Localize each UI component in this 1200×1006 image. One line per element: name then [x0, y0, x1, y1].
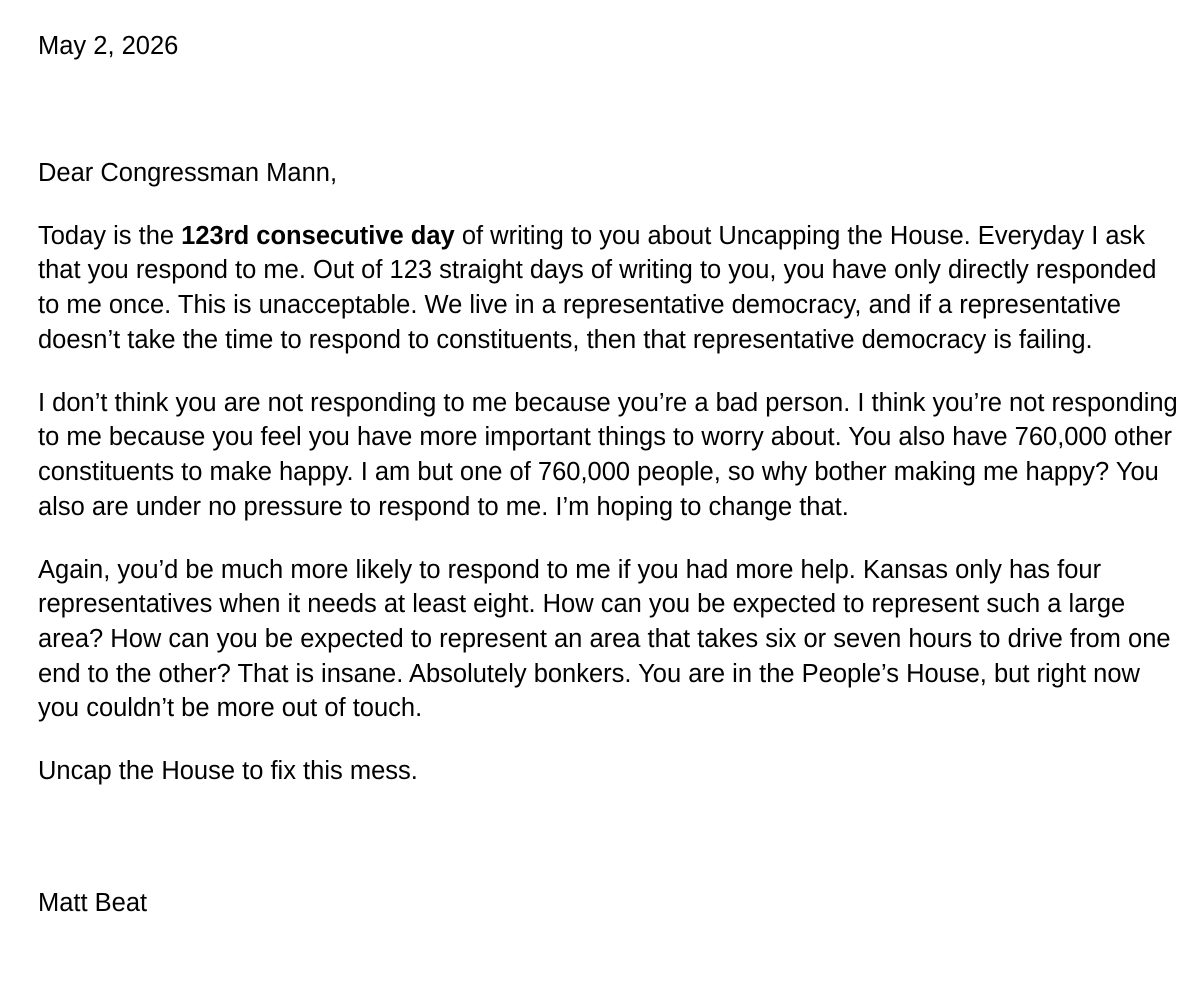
letter-paragraph-1 [38, 219, 1178, 357]
consecutive-day-count: 123rd consecutive day [181, 221, 455, 250]
letter-closing: Uncap the House to fix this mess. [38, 757, 418, 786]
letter-paragraph-3: Again, you’d be much more likely to respond to me if you had more help. Kansas only has four representatives when it needs at least eight. How can you be expected to represent such a large area? How can you be expected to represent an area that takes six or seven hours to drive from one end to the other? That is insane. Absolutely bonkers. You are in the People’s House, but right now you couldn’t be more out of touch. [38, 555, 1171, 723]
letter-date: May 2, 2026 [38, 32, 179, 60]
letter-paragraph-2: I don’t think you are not responding to me because you’re a bad person. I think you’re not responding to me because you feel you have more important things to worry about. You also have 760,000 other constituents to make happy. I am but one of 760,000 people, so why bother making me happy? You also are under no pressure to respond to me. I’m hoping to change that. [38, 388, 1178, 521]
letter-greeting: Dear Congressman Mann, [38, 158, 338, 187]
paragraph-1-text: of writing to you about Uncapping the House. Everyday I ask that you respond to me. Out of 123 straight days of writing to you, you have only directly responded to me once. This is unacceptable. We live in a representative democracy, and if a representative doesn’t take the time to respond to constituents, then that representative democracy is failing. [38, 221, 1157, 354]
letter-signature: Matt Beat [38, 888, 148, 917]
paragraph-1-prefix: Today is the [38, 221, 182, 250]
letter-body [38, 29, 1178, 920]
